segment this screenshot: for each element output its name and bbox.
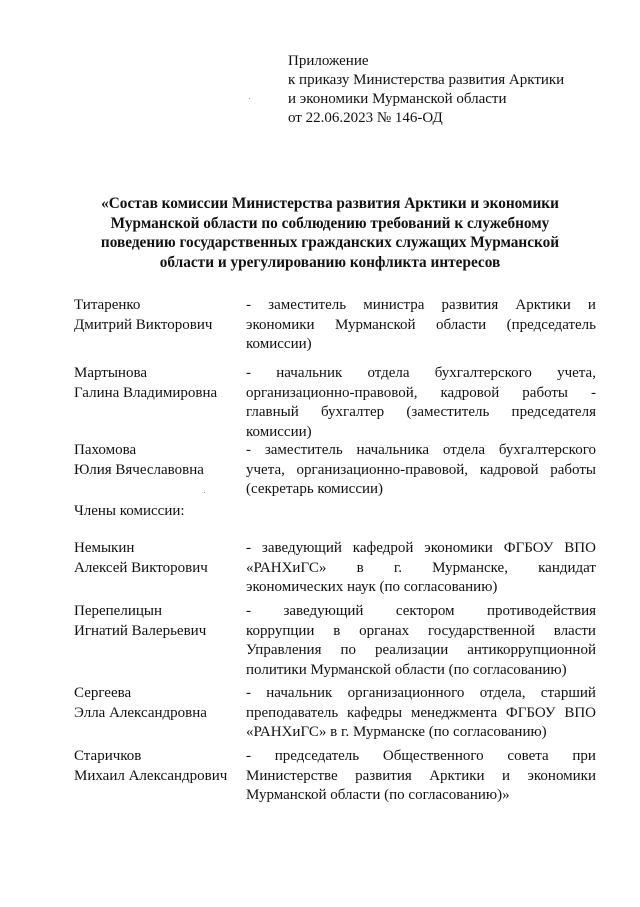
role-word: начальника xyxy=(356,442,430,458)
role-line xyxy=(246,316,596,336)
role-word: отдела, xyxy=(479,685,526,701)
role-word: в xyxy=(356,559,364,576)
person-role xyxy=(246,684,596,743)
person-name xyxy=(74,364,242,403)
role-word: в xyxy=(333,622,341,639)
role-word: г. xyxy=(393,559,403,576)
role-word: ВПО xyxy=(564,540,596,556)
members-heading: Члены комиссии: xyxy=(74,503,185,519)
person-given-names: Игнатий Валерьевич xyxy=(74,622,207,639)
scan-speck xyxy=(204,492,205,493)
role-word: сектором xyxy=(395,603,455,619)
role-text: комиссии) xyxy=(246,336,312,352)
person-role xyxy=(246,441,596,500)
role-word: кадровой xyxy=(440,384,500,401)
role-line xyxy=(246,661,596,681)
person-given-names: Юлия Вячеславовна xyxy=(74,461,204,478)
role-word: Арктики xyxy=(429,767,485,784)
role-word: (заместитель xyxy=(406,404,490,420)
role-word: заведующий xyxy=(261,540,342,556)
role-word: министра xyxy=(363,297,425,313)
role-word: области xyxy=(436,316,487,333)
role-word: и xyxy=(587,297,596,313)
role-word: заведующий xyxy=(283,603,364,619)
role-word: работы xyxy=(522,384,569,401)
role-text: экономических наук (по согласованию) xyxy=(246,579,498,595)
role-word: (председатель xyxy=(506,316,596,333)
role-word: ФГБОУ xyxy=(505,704,556,721)
person-given-names: Михаил Александрович xyxy=(74,767,228,784)
role-line xyxy=(246,704,596,724)
role-word: - xyxy=(246,365,251,381)
role-word: - xyxy=(246,748,251,764)
person-surname: Перепелицын xyxy=(74,603,162,619)
role-word: - xyxy=(246,603,251,619)
role-word: по xyxy=(340,642,356,658)
person-surname: Пахомова xyxy=(74,442,137,458)
role-word: организационно-правовой, xyxy=(296,461,469,478)
role-line xyxy=(246,423,596,443)
role-line xyxy=(246,622,596,642)
role-line xyxy=(246,403,596,423)
title-line: Мурманской области по соблюдению требований к служебному xyxy=(110,214,550,232)
title-line: поведению государственных гражданских служащих Мурманской xyxy=(100,234,560,251)
person-name xyxy=(74,539,242,578)
role-word: Министерстве xyxy=(246,767,338,784)
title-line: области и урегулированию конфликта интересов xyxy=(159,253,501,271)
role-line xyxy=(246,578,596,598)
role-word: менеджмента xyxy=(410,704,498,721)
role-text: Мурманской области (по согласованию)» xyxy=(246,787,510,803)
role-line xyxy=(246,602,596,622)
person-name xyxy=(74,602,242,641)
role-text: (секретарь комиссии) xyxy=(246,481,384,497)
role-word: Общественного xyxy=(382,748,484,764)
role-word: ВПО xyxy=(564,704,596,721)
person-role xyxy=(246,602,596,680)
role-line xyxy=(246,480,596,500)
role-line xyxy=(246,786,596,806)
role-word: кафедры xyxy=(347,704,403,721)
appendix-header xyxy=(288,52,564,128)
role-word: председатель xyxy=(274,748,360,764)
person-given-names: Алексей Викторович xyxy=(74,559,208,576)
role-word: ФГБОУ xyxy=(503,540,554,556)
role-word: отдела xyxy=(442,442,485,458)
role-word: работы xyxy=(550,461,596,478)
role-word: при xyxy=(572,748,596,764)
role-word: отдела xyxy=(367,365,410,381)
role-word: учета, xyxy=(246,461,285,478)
role-word: реализации xyxy=(374,642,449,658)
appendix-line: от 22.06.2023 № 146-ОД xyxy=(288,110,443,126)
role-line xyxy=(246,684,596,704)
person-surname: Сергеева xyxy=(74,685,132,701)
role-word: антикоррупционной xyxy=(467,642,596,658)
role-line xyxy=(246,384,596,404)
role-text: политики Мурманской области (по согласованию) xyxy=(246,661,567,678)
role-word: Управления xyxy=(246,642,322,658)
role-word: и xyxy=(501,767,511,784)
role-word: начальник xyxy=(276,365,343,381)
role-word: заместитель xyxy=(268,297,347,313)
role-line xyxy=(246,296,596,316)
role-word: совета xyxy=(507,748,549,764)
role-word: преподаватель xyxy=(246,704,339,721)
role-word: власти xyxy=(553,622,596,639)
role-word: противодействия xyxy=(487,603,596,619)
role-word: экономики xyxy=(424,540,493,556)
role-line xyxy=(246,364,596,384)
role-line xyxy=(246,559,596,579)
person-name xyxy=(74,684,242,723)
role-line xyxy=(246,461,596,481)
person-given-names: Галина Владимировна xyxy=(74,384,218,401)
role-word: кафедрой xyxy=(352,540,414,556)
role-word: коррупции xyxy=(246,622,315,639)
appendix-line: и экономики Мурманской области xyxy=(288,91,507,107)
role-line xyxy=(246,767,596,787)
role-word: начальник xyxy=(266,685,333,701)
role-word: заместитель xyxy=(264,442,343,458)
role-word: организационного xyxy=(347,685,465,701)
role-word: - xyxy=(246,685,251,701)
role-word: председателя xyxy=(511,404,596,420)
scan-speck xyxy=(249,98,250,99)
role-word: старший xyxy=(540,685,596,701)
person-name xyxy=(74,747,242,786)
person-given-names: Дмитрий Викторович xyxy=(74,316,213,333)
appendix-line: Приложение xyxy=(288,53,369,69)
role-text: комиссии) xyxy=(246,423,312,440)
role-line xyxy=(246,747,596,767)
person-role xyxy=(246,364,596,442)
role-line xyxy=(246,723,596,743)
person-surname: Титаренко xyxy=(74,297,141,313)
person-surname: Старичков xyxy=(74,748,142,764)
role-word: бухгалтер xyxy=(320,404,385,420)
role-line xyxy=(246,539,596,559)
role-word: Мурманске, xyxy=(432,559,508,576)
role-word: экономики xyxy=(246,316,315,333)
role-word: учета, xyxy=(557,365,596,381)
role-word: организационно-правовой, xyxy=(246,384,418,401)
role-text: «РАНХиГС» в г. Мурманске (по согласованию) xyxy=(246,724,547,740)
appendix-line: к приказу Министерства развития Арктики xyxy=(288,72,565,88)
person-surname: Немыкин xyxy=(74,540,135,556)
role-word: бухгалтерского xyxy=(498,442,596,458)
role-word: государственной xyxy=(427,622,535,639)
role-word: развития xyxy=(441,297,499,313)
role-line xyxy=(246,441,596,461)
role-word: кандидат xyxy=(538,559,596,576)
role-word: развития xyxy=(355,767,412,784)
role-word: кадровой xyxy=(479,461,539,478)
person-role xyxy=(246,747,596,806)
role-word: «РАНХиГС» xyxy=(246,559,327,576)
role-word: экономики xyxy=(527,767,596,784)
role-word: - xyxy=(246,540,251,556)
role-word: органах xyxy=(359,622,410,639)
person-given-names: Элла Александровна xyxy=(74,704,207,721)
person-name xyxy=(74,441,242,480)
title-line: «Состав комиссии Министерства развития Арктики и экономики xyxy=(101,195,559,212)
role-word: - xyxy=(246,442,251,458)
person-surname: Мартынова xyxy=(74,365,148,381)
role-word: - xyxy=(246,297,251,313)
role-word: главный xyxy=(246,404,299,420)
document-title xyxy=(100,194,560,272)
role-word: - xyxy=(590,384,596,401)
role-word: Мурманской xyxy=(335,316,416,333)
person-role xyxy=(246,539,596,598)
role-word: Арктики xyxy=(515,297,571,313)
person-name xyxy=(74,296,242,335)
role-line xyxy=(246,641,596,661)
role-word: бухгалтерского xyxy=(434,365,532,381)
role-line xyxy=(246,335,596,355)
person-role xyxy=(246,296,596,355)
